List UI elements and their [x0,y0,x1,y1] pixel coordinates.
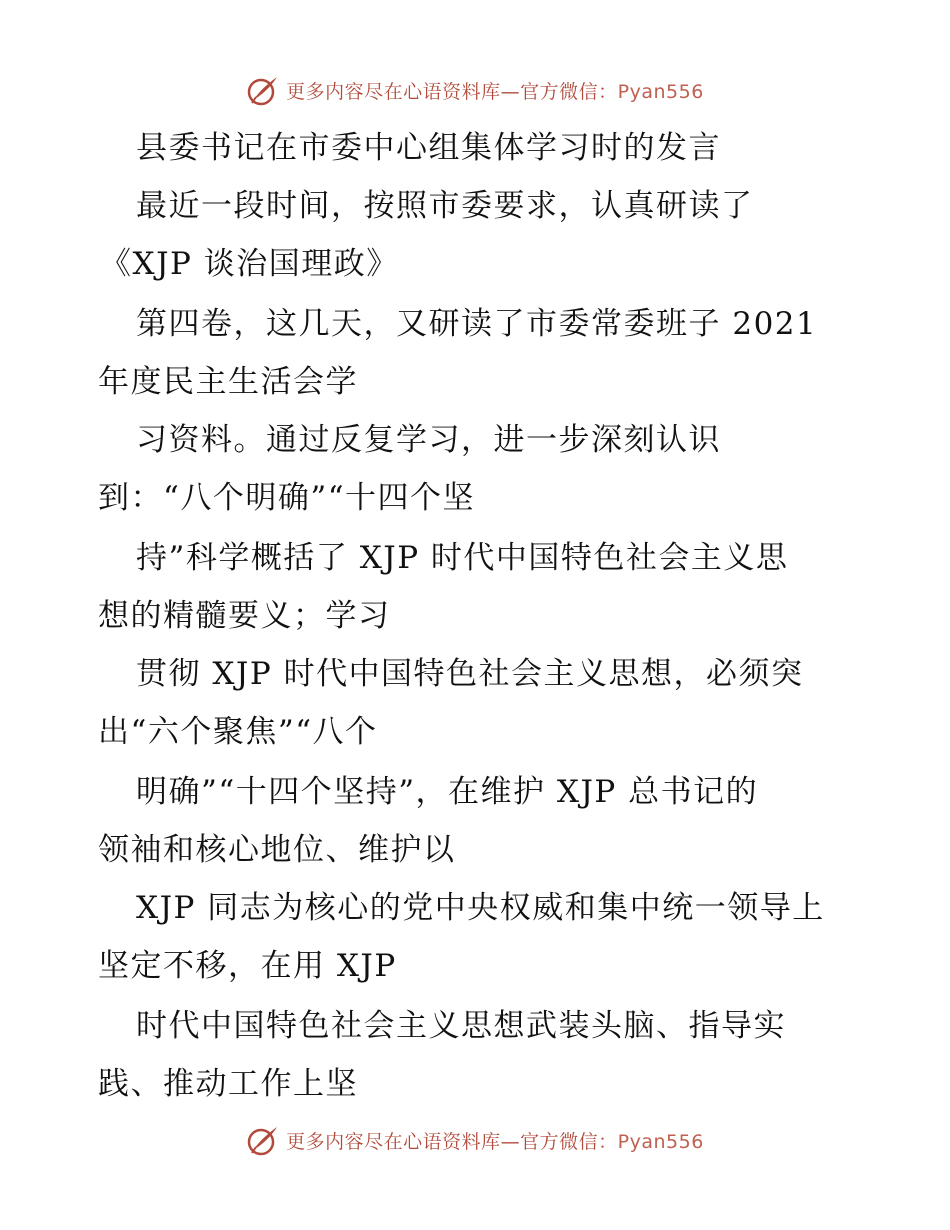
paragraph-line: 《XJP 谈治国理政》 [100,246,399,282]
paragraph-line: 明确”“十四个坚持”，在维护 XJP 总书记的 [136,774,759,810]
paragraph-line: XJP 同志为核心的党中央权威和集中统一领导上 [136,890,825,926]
paragraph-line: 践、推动工作上坚 [98,1066,358,1102]
paragraph-line: 领袖和核心地位、维护以 [98,832,456,868]
paragraph-line: 时代中国特色社会主义思想武装头脑、指导实 [136,1008,786,1044]
watermark-text: 更多内容尽在心语资料库—官方微信：Pyan556 [286,80,704,103]
quill-logo-icon [246,1123,280,1157]
paragraph-line: 贯彻 XJP 时代中国特色社会主义思想，必须突 [136,656,804,692]
paragraph-line: 坚定不移，在用 XJP [98,948,397,984]
document-title: 县委书记在市委中心组集体学习时的发言 [136,130,721,166]
footer-watermark [0,1120,950,1160]
paragraph-line: 年度民主生活会学 [98,364,358,400]
paragraph-line: 出“六个聚焦”“八个 [98,714,378,750]
paragraph-line: 第四卷，这几天，又研读了市委常委班子 2021 [136,306,818,342]
quill-logo-icon [246,73,280,107]
paragraph-line: 最近一段时间，按照市委要求，认真研读了 [136,188,754,224]
watermark-text: 更多内容尽在心语资料库—官方微信：Pyan556 [286,1130,704,1153]
paragraph-line: 想的精髓要义；学习 [98,598,391,634]
paragraph-line: 到：“八个明确”“十四个坚 [98,480,476,516]
header-watermark [0,70,950,110]
paragraph-line: 习资料。通过反复学习，进一步深刻认识 [136,422,721,458]
paragraph-line: 持”科学概括了 XJP 时代中国特色社会主义思 [136,540,789,576]
